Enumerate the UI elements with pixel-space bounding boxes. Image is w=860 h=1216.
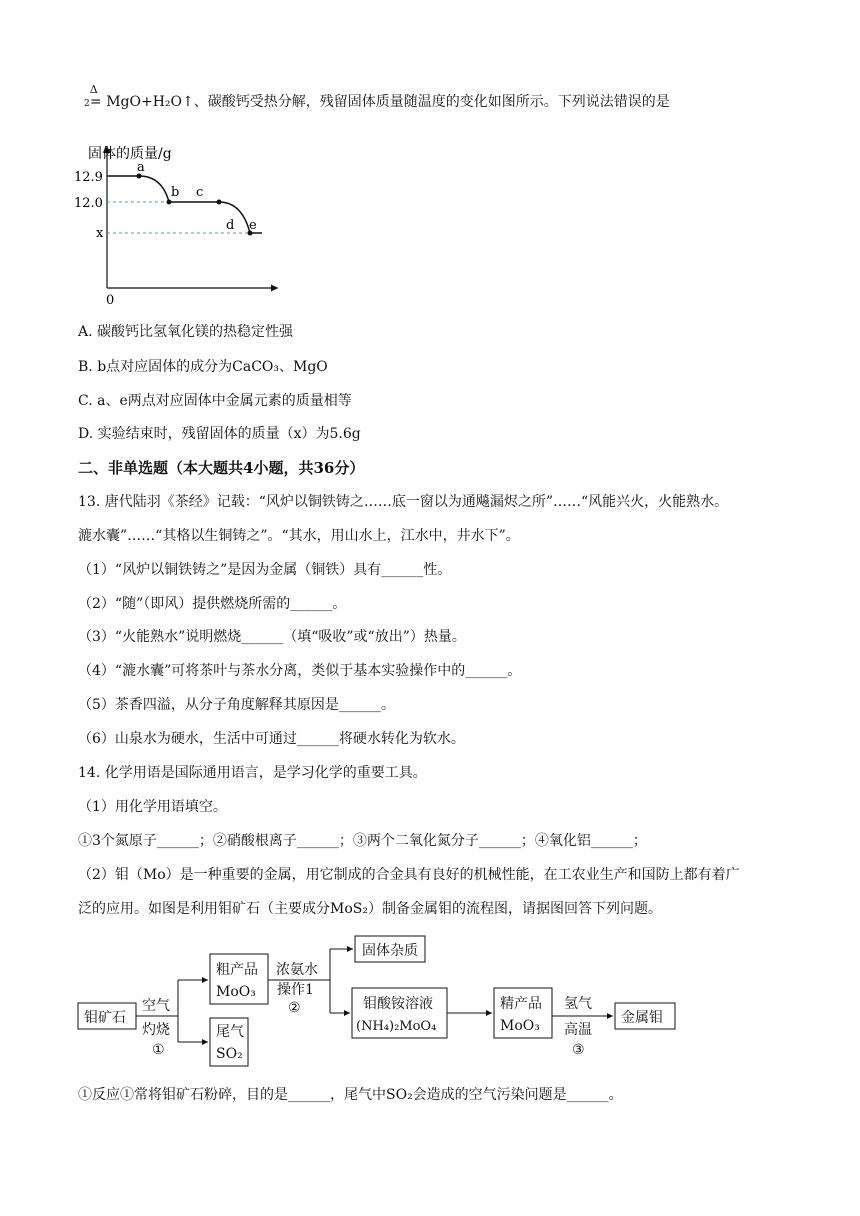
fine-label-1: 精产品 [500,996,542,1012]
roast-label: 灼烧 [142,1022,170,1038]
q14-sub2-line1: （2）钼（Mo）是一种重要的金属，用它制成的合金具有良好的机械性能，在工农业生产和国防上都有着广 [78,867,740,883]
q13-sub3: （3）“火能熟水”说明燃烧______（填“吸收”或“放出”）热量。 [78,629,466,645]
intro-text: MgO+H₂O↑、碳酸钙受热分解，残留固体质量随温度的变化如图所示。下列说法错误的是 [106,94,670,110]
q14-line1: 14. 化学用语是国际通用语言，是学习化学的重要工具。 [78,765,427,781]
h2-label: 氢气 [564,996,592,1012]
hightemp-label: 高温 [564,1022,592,1038]
crude-label-1: 粗产品 [216,962,258,978]
q13-sub5: （5）茶香四溢，从分子角度解释其原因是______。 [78,697,395,713]
q14-sub1: （1）用化学用语填空。 [78,799,227,815]
delta-symbol: Δ [89,83,98,96]
q13-line2: 漉水囊”……“其格以生铜铸之”。“其水，用山水上，江水中，井水下”。 [78,528,520,544]
delta-equals: Δ = [90,92,102,112]
step3-label: ③ [572,1042,585,1058]
intro-line [84,83,670,114]
q14-fill: ①3个氮原子______；②硝酸根离子______；③两个二氧化氮分子______；④氧化铝______； [78,833,647,849]
point-b [167,200,172,205]
option-a: A. 碳酸钙比氢氧化镁的热稳定性强 [78,324,294,340]
option-b: B. b点对应固体的成分为CaCO₃、MgO [78,359,328,375]
y-axis-label: 固体的质量/g [88,146,172,162]
q13-line1: 13. 唐代陆羽《茶经》记载：“风炉以铜铁铸之……底一窗以为通飚漏烬之所”……“风能兴火，火能熟水。 [78,494,729,510]
point-label-b: b [171,185,180,200]
mass-temperature-chart [72,138,292,308]
intro-prefix: 2 [84,99,90,109]
ore-label: 钼矿石 [84,1010,126,1026]
step1-label: ① [152,1042,165,1058]
molybdenum-flowchart [74,930,694,1070]
step2-label: ② [288,1000,301,1016]
q14-sub2-line2: 泛的应用。如图是利用钼矿石（主要成分MoS₂）制备金属钼的流程图，请据图回答下列问题。 [78,901,662,917]
point-label-d: d [226,218,235,233]
crude-label-2: MoO₃ [216,984,256,1000]
q13-sub6: （6）山泉水为硬水，生活中可通过______将硬水转化为软水。 [78,731,465,747]
air-label: 空气 [142,998,170,1014]
section-heading: 二、非单选题（本大题共4小题，共36分） [78,459,365,477]
solution-label-1: 钼酸铵溶液 [363,996,433,1012]
metal-label: 金属钼 [621,1010,663,1026]
point-label-a: a [137,160,145,175]
tick-label-x: x [96,226,104,241]
tick-label-12-0: 12.0 [74,196,103,211]
solution-label-2: (NH₄)₂MoO₄ [356,1019,437,1034]
q13-sub2: （2）“随”（即风）提供燃烧所需的______。 [78,596,347,612]
origin-label: 0 [106,293,115,308]
tail-label-2: SO₂ [216,1046,243,1062]
option-c: C. a、e两点对应固体中金属元素的质量相等 [78,393,352,409]
solid-label: 固体杂质 [362,943,418,959]
point-label-e: e [249,218,257,233]
ammonia-label: 浓氨水 [276,962,318,978]
mass-curve [107,176,262,233]
tick-label-12-9: 12.9 [74,170,103,185]
point-c [217,200,222,205]
fine-label-2: MoO₃ [500,1018,540,1034]
q13-sub1: （1）“风炉以铜铁铸之”是因为金属（铜铁）具有______性。 [78,562,452,578]
tail-label-1: 尾气 [216,1024,244,1040]
q14-last-line: ①反应①常将钼矿石粉碎，目的是______，尾气中SO₂会造成的空气污染问题是______。 [78,1087,623,1103]
op1-label: 操作1 [277,982,314,998]
point-label-c: c [196,185,204,200]
option-d: D. 实验结束时，残留固体的质量（x）为5.6g [78,426,361,442]
q13-sub4: （4）“漉水囊”可将茶叶与茶水分离，类似于基本实验操作中的______。 [78,663,522,679]
